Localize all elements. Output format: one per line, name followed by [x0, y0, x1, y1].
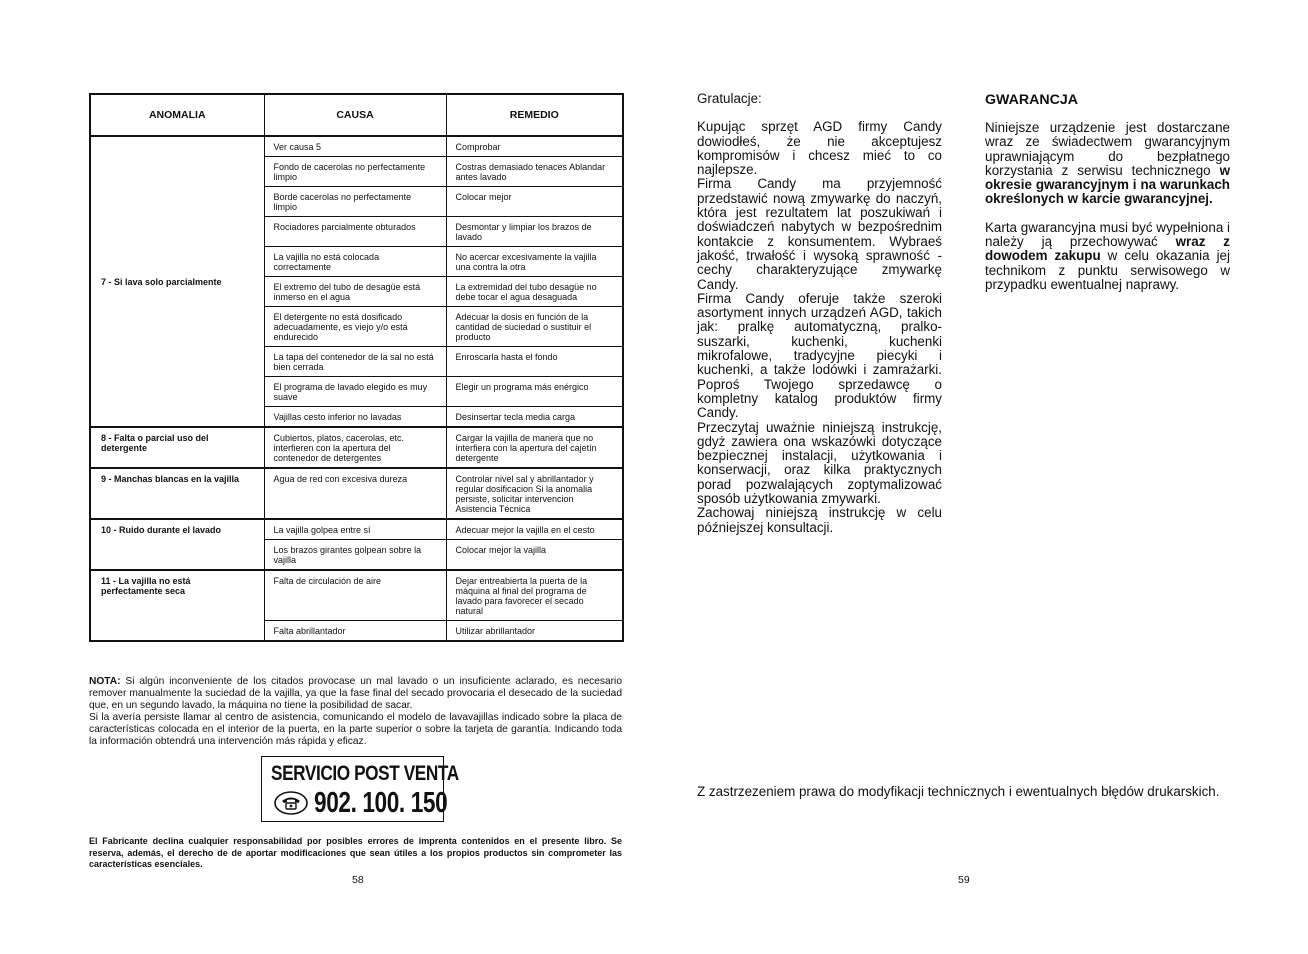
troubleshooting-table — [89, 93, 624, 642]
remedy-cell: Elegir un programa más enérgico — [446, 377, 623, 407]
remedy-cell: Colocar mejor — [446, 187, 623, 217]
table-row — [90, 468, 623, 519]
congrats-paragraph-5: Zachowaj niniejszą instrukcję w celu późniejszej konsultacji. — [697, 505, 942, 535]
anomaly-cell: 7 - Si lava solo parcialmente — [90, 136, 264, 427]
remedy-cell: No acercar excesivamente la vajilla una contra la otra — [446, 247, 623, 277]
guarantee-p1-bold: w okresie gwarancyjnym i na warunkach określonych w karcie gwarancyjnej. — [985, 162, 1230, 207]
anomaly-cell: 11 - La vajilla no está perfectamente seca — [90, 570, 264, 641]
header-anomalia: ANOMALIA — [90, 94, 264, 136]
guarantee-column — [985, 92, 1230, 306]
remedy-cell: Colocar mejor la vajilla — [446, 540, 623, 571]
congrats-paragraph-3: Firma Candy oferuje także szeroki asortyment innych urządzeń AGD, takich jak: pralkę automatyczną, pralko-suszarki, kuchenki, kuchenki mikrofalowe, tradycyjne piecyki i kuchenki, a także lodówki i zamrażarki. Poproś Twojego sprzedawcę o kompletny katalog produktów firmy Candy. — [697, 290, 942, 421]
congrats-paragraph-4: Przeczytaj uważnie niniejszą instrukcję, gdyż zawiera ona wskazówki dotyczące bezpiecznej instalacji, użytkowania i konserwacji, oraz kilka praktycznych porad pozwalających zoptymalizować sposób użytkowania zmywarki. — [697, 419, 942, 507]
cause-cell: El programa de lavado elegido es muy suave — [264, 377, 446, 407]
congrats-paragraph-1: Kupując sprzęt AGD firmy Candy dowiodłeś, że nie akceptujesz kompromisów i chcesz mieć to co najlepsze. — [697, 119, 942, 178]
cause-cell: El detergente no está dosificado adecuadamente, es viejo y/o está endurecido — [264, 307, 446, 347]
anomaly-cell: 9 - Manchas blancas en la vajilla — [90, 468, 264, 519]
cause-cell: Borde cacerolas no perfectamente limpio — [264, 187, 446, 217]
remedy-cell: Enroscarla hasta el fondo — [446, 347, 623, 377]
remedy-cell: Costras demasiado tenaces Ablandar antes lavado — [446, 157, 623, 187]
page-number-right: 59 — [958, 874, 970, 886]
table-row — [90, 427, 623, 468]
anomaly-cell: 10 - Ruido durante el lavado — [90, 519, 264, 570]
cause-cell: La tapa del contenedor de la sal no está bien cerrada — [264, 347, 446, 377]
remedy-cell: La extremidad del tubo desagüe no debe tocar el agua desaguada — [446, 277, 623, 307]
manufacturer-disclaimer: El Fabricante declina cualquier responsabilidad por posibles errores de imprenta contenidos en el presente libro. Se reserva, además, el derecho de de aportar modificaciones que sean útiles a los propios productos sin comprometer las características esenciales. — [89, 836, 622, 869]
cause-cell: Vajillas cesto inferior no lavadas — [264, 407, 446, 428]
remedy-cell: Dejar entreabierta la puerta de la máquina al final del programa de lavado para favorecer el secado natural — [446, 570, 623, 621]
remedy-cell: Adecuar mejor la vajilla en el cesto — [446, 519, 623, 540]
table-row — [90, 519, 623, 540]
remedy-cell: Controlar nivel sal y abrillantador y regular dosificacion Si la anomalia persiste, solicitar intervencion Asistencia Técnica — [446, 468, 623, 519]
guarantee-p2-text-a: Karta gwarancyjna musi być wypełniona i należy ją przechowywać — [985, 219, 1230, 250]
cause-cell: Cubiertos, platos, cacerolas, etc. interfieren con la apertura del contenedor de detergentes — [264, 427, 446, 468]
table-row — [90, 136, 623, 157]
header-causa: CAUSA — [264, 94, 446, 136]
table-row — [90, 570, 623, 621]
guarantee-p2-text-b: w celu okazania jej technikom z punktu serwisowego w przypadku ewentualnej naprawy. — [985, 248, 1230, 292]
guarantee-p2-bold: wraz z dowodem zakupu — [985, 234, 1230, 264]
service-post-venta-box — [261, 756, 459, 822]
troubleshooting-table-container — [89, 93, 622, 642]
nota-label: NOTA: — [89, 676, 121, 687]
cause-cell: La vajilla no está colocada correctamente — [264, 247, 446, 277]
nota-text: Si algún inconveniente de los citados provocase un mal lavado o un insuficiente aclarado, es necesario remover manualmente la suciedad de la vajilla, ya que la fase final del secado provocaria el desecado de la suciedad que, en un segundo lavado, la máquina no tiene la posibilidad de sacar. — [89, 676, 622, 711]
congratulations-column — [697, 92, 942, 535]
table-header-row — [90, 94, 623, 136]
guarantee-title: GWARANCJA — [985, 92, 1079, 108]
remedy-cell: Desmontar y limpiar los brazos de lavado — [446, 217, 623, 247]
table-body — [90, 136, 623, 641]
cause-cell: Agua de red con excesiva dureza — [264, 468, 446, 519]
cause-cell: Rociadores parcialmente obturados — [264, 217, 446, 247]
remedy-cell: Utilizar abrillantador — [446, 621, 623, 642]
cause-cell: Los brazos girantes golpean sobre la vajilla — [264, 540, 446, 571]
remedy-cell: Comprobar — [446, 136, 623, 157]
guarantee-paragraph-1 — [985, 121, 1230, 207]
remedy-cell: Adecuar la dosis en función de la cantidad de suciedad o sustituir el producto — [446, 307, 623, 347]
reservation-note: Z zastrzezeniem prawa do modyfikacji technicznych i ewentualnych błędów drukarskich. — [697, 784, 1220, 799]
congrats-paragraph-2: Firma Candy ma przyjemność przedstawić nową zmywarkę do naczyń, która jest rezultatem lat poszukiwań i doświadczeń nabytych w bezpośrednim kontakcie z konsumentem. Wybraeś jakość, trwałość i wysoką sprawność - cechy charakteryzujące zmywarkę Candy. — [697, 176, 942, 292]
nota-text-2: Si la avería persiste llamar al centro de asistencia, comunicando el modelo de lavavajillas indicado sobre la placa de características colocada en el interior de la puerta, en la parte superior o sobre la tarjeta de garantía. Indicando toda la información obtendrá una intervención más rápida y eficaz. — [89, 712, 622, 747]
cause-cell: Ver causa 5 — [264, 136, 446, 157]
cause-cell: El extremo del tubo de desagüe está inmerso en el agua — [264, 277, 446, 307]
cause-cell: La vajilla golpea entre sí — [264, 519, 446, 540]
cause-cell: Falta de circulación de aire — [264, 570, 446, 621]
service-title: SERVICIO POST VENTA — [271, 762, 459, 785]
greeting: Gratulacje: — [697, 91, 762, 106]
remedy-cell: Desinsertar tecla media carga — [446, 407, 623, 428]
header-remedio: REMEDIO — [446, 94, 623, 136]
page-number-left: 58 — [352, 874, 364, 886]
cause-cell: Fondo de cacerolas no perfectamente limpio — [264, 157, 446, 187]
remedy-cell: Cargar la vajilla de manera que no interfiera con la apertura del cajetín detergente — [446, 427, 623, 468]
nota-paragraph — [89, 676, 622, 748]
guarantee-paragraph-2 — [985, 221, 1230, 292]
cause-cell: Falta abrillantador — [264, 621, 446, 642]
guarantee-p1-text: Niniejsze urządzenie jest dostarczane wraz ze świadectwem gwarancyjnym uprawniającym do bezpłatnego korzystania z serwisu technicznego — [985, 120, 1230, 178]
telephone-icon — [274, 791, 308, 815]
anomaly-cell: 8 - Falta o parcial uso del detergente — [90, 427, 264, 468]
service-phone-number: 902. 100. 150 — [314, 787, 448, 819]
